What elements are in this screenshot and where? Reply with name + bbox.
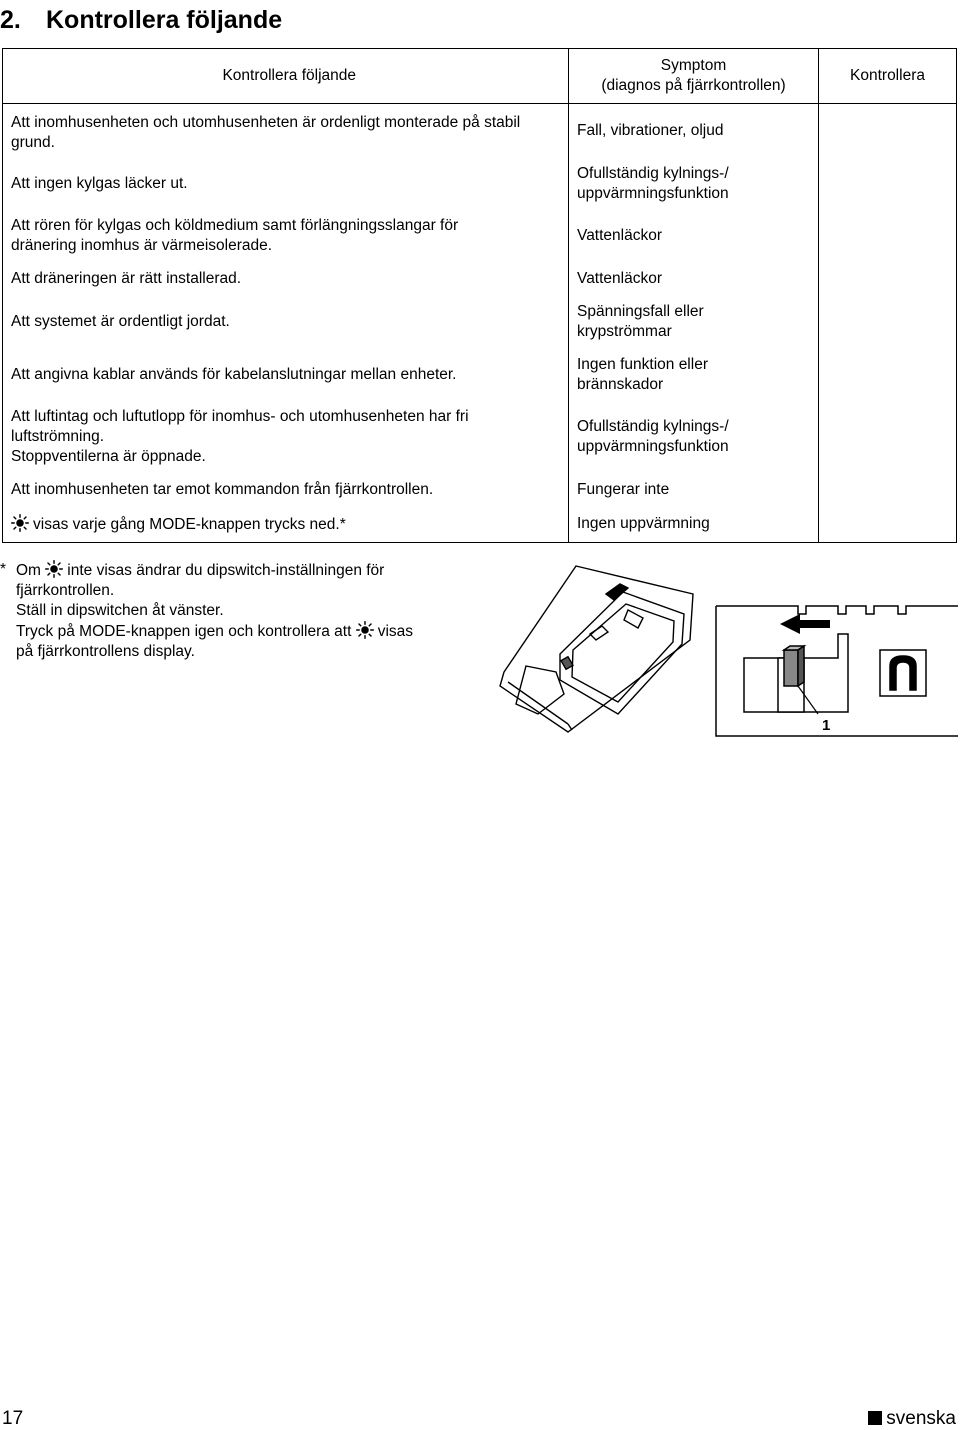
table-row [3,507,957,543]
page-number: 17 [2,1408,24,1429]
check-text: Att rören för kylgas och köldmedium samt förlängningsslangar för [11,216,459,234]
footnote-text: Om [16,562,41,579]
symptom-cell [569,473,819,507]
check-table [2,48,957,543]
verify-cell [819,104,957,159]
verify-cell [819,262,957,296]
symptom-cell [569,159,819,210]
verify-cell [819,401,957,473]
symptom-text: Ofullständig kylnings-/ [577,417,729,435]
table-row [3,401,957,473]
table-row [3,349,957,401]
table-row [3,159,957,210]
check-text: Att systemet är ordentligt jordat. [11,313,230,330]
symptom-cell [569,104,819,159]
section-title [0,6,282,35]
check-text: Stoppventilerna är öppnade. [11,447,206,465]
check-text: Att angivna kablar används för kabelanslutningar mellan enheter. [11,365,457,383]
symptom-text: brännskador [577,375,664,393]
check-text: grund. [11,134,55,152]
verify-cell [819,507,957,543]
footnote-text: visas [377,623,414,640]
header-symptom [569,49,819,104]
check-text: Att ingen kylgas läcker ut. [11,175,188,192]
symptom-text: uppvärmningsfunktion [577,437,729,455]
verify-cell [819,473,957,507]
header-symptom-line1: Symptom [660,57,727,74]
symptom-text: uppvärmningsfunktion [577,185,729,202]
header-symptom-line2: (diagnos på fjärrkontrollen) [601,77,786,94]
footnote-text: inte visas ändrar du dipswitch-inställningen för [67,562,385,579]
check-text: Att luftintag och luftutlopp för inomhus- och utomhusenheten har fri [11,407,469,425]
check-cell [3,104,569,159]
symptom-cell [569,349,819,401]
symptom-text: Ingen funktion eller [577,355,708,373]
symptom-cell [569,210,819,262]
footnote-line: Ställ in dipswitchen åt vänster. [16,602,224,619]
symptom-text: Fall, vibrationer, oljud [577,122,724,140]
remote-battery-compartment [500,566,693,732]
check-cell [3,210,569,262]
check-cell [3,473,569,507]
check-cell [3,349,569,401]
symptom-cell [569,507,819,543]
heating-sun-icon [356,621,374,639]
dipswitch-figure [498,554,958,750]
heating-sun-icon [45,560,63,578]
symptom-text: Fungerar inte [577,480,670,498]
check-cell [3,262,569,296]
check-text: visas varje gång MODE-knappen trycks ned.* [33,515,346,533]
symptom-cell [569,262,819,296]
check-text: dränering inomhus är värmeisolerade. [11,236,273,254]
check-cell [3,159,569,210]
dipswitch-detail [716,606,958,736]
check-text: Att inomhusenheten tar emot kommandon från fjärrkontrollen. [11,480,434,498]
check-cell [3,401,569,473]
table-row [3,104,957,159]
heating-sun-icon [11,514,29,532]
language-label [868,1408,956,1430]
symptom-text: Ofullständig kylnings-/ [577,165,729,182]
square-bullet-icon [868,1411,882,1425]
footnote-line: fjärrkontrollen. [16,582,115,599]
table-row [3,473,957,507]
footnote [0,558,413,662]
left-arrow-icon [780,614,830,634]
verify-cell [819,296,957,349]
symptom-text: Vattenläckor [577,269,663,287]
check-cell [3,296,569,349]
verify-cell [819,159,957,210]
check-cell [3,507,569,543]
symptom-text: Vattenläckor [577,226,663,244]
footnote-text: Tryck på MODE-knappen igen och kontrollera att [16,623,352,640]
header-check: Kontrollera följande [3,49,569,104]
verify-cell [819,349,957,401]
symptom-cell [569,401,819,473]
check-text: Att dräneringen är rätt installerad. [11,269,242,287]
section-title-text: Kontrollera följande [46,6,283,34]
table-row [3,262,957,296]
footnote-star: * [0,561,7,578]
table-header-row [3,49,957,104]
symptom-text: Ingen uppvärmning [577,515,710,533]
table-row [3,210,957,262]
language-text: svenska [886,1408,956,1429]
footnote-line: på fjärrkontrollens display. [16,643,195,660]
symptom-cell [569,296,819,349]
header-verify: Kontrollera [819,49,957,104]
section-number: 2. [0,6,21,34]
verify-cell [819,210,957,262]
check-text: luftströmning. [11,427,105,445]
check-text: Att inomhusenheten och utomhusenheten är ordenligt monterade på stabil [11,114,521,132]
symptom-text: Spänningsfall eller [577,303,704,320]
symptom-text: krypströmmar [577,323,672,340]
callout-number: 1 [822,717,831,734]
footnote-line [16,560,413,581]
table-row [3,296,957,349]
footnote-line [16,621,413,642]
